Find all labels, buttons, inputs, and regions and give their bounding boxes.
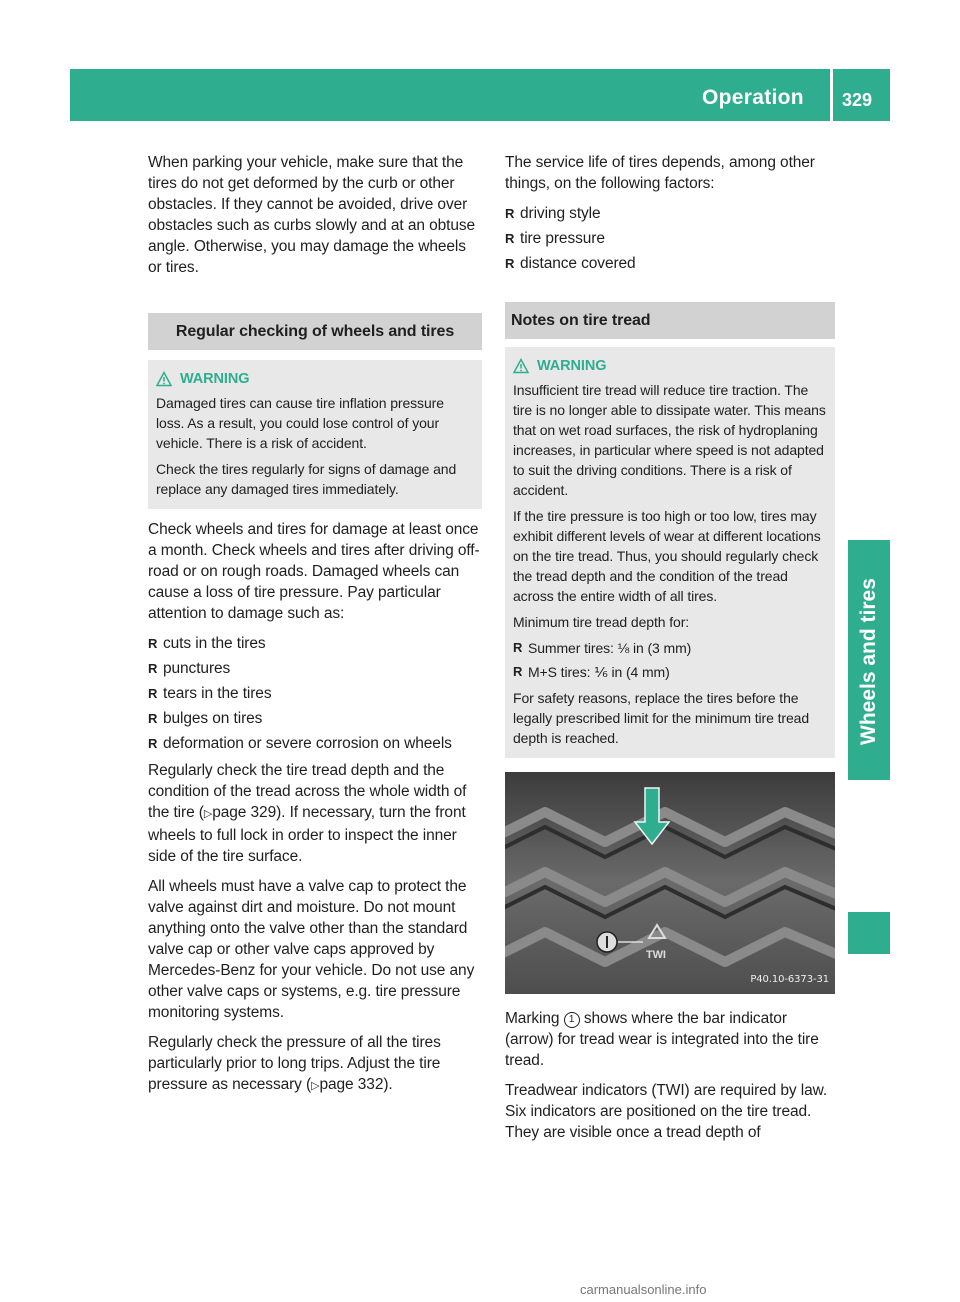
warning-text: For safety reasons, replace the tires before the legally prescribed limit for the minimum tire tread depth is reached. [513, 690, 810, 746]
warning-box [148, 360, 482, 509]
marking-paragraph: Marking 1 shows where the bar indicator (arrow) for tread wear is integrated into the tire tread. [505, 1010, 819, 1069]
list-item: R cuts in the tires [148, 633, 482, 654]
warning-title: WARNING [537, 358, 607, 374]
warning-header [513, 356, 827, 376]
header-divider [830, 69, 833, 121]
check-paragraph: Check wheels and tires for damage at least once a month. Check wheels and tires after driving off-road or on rough roads. Damaged wheels can cause a loss of tire pressure. Pay particular attention to damage such as: [148, 521, 480, 622]
list-item: R tire pressure [505, 228, 835, 249]
section-title: Operation [702, 86, 804, 109]
page-link[interactable]: page 329 [212, 804, 277, 821]
valve-paragraph: All wheels must have a valve cap to protect the valve against dirt and moisture. Do not mount anything onto the valve other than the standard valve cap or other valve caps approved by Mercedes-Benz for your vehicle. Do not use any other valve caps or systems, e.g. tire pressure monitoring systems. [148, 878, 475, 1021]
twi-label: TWI [646, 949, 666, 961]
page-ref-arrow-icon: ▷ [311, 1080, 320, 1092]
list-item: R tears in the tires [148, 683, 482, 704]
callout-1-icon: 1 [564, 1012, 580, 1028]
tread-depth-list [513, 638, 827, 682]
service-life-paragraph: The service life of tires depends, among other things, on the following factors: [505, 154, 815, 192]
page-number: 329 [842, 90, 873, 110]
warning-text: Minimum tire tread depth for: [513, 614, 690, 630]
chapter-tab-label: Wheels and tires [857, 578, 880, 745]
warning-text: If the tire pressure is too high or too low, tires may exhibit different levels of wear at different locations on the tire tread. Thus, you should regularly check the tread depth and the condition of the tread across the entire width of all tires. [513, 508, 821, 604]
factor-list [505, 203, 835, 274]
list-item: R deformation or severe corrosion on wheels [148, 733, 482, 754]
list-item: R bulges on tires [148, 708, 482, 729]
warning-header [156, 369, 474, 389]
right-column [505, 152, 835, 1152]
warning-title: WARNING [180, 371, 250, 387]
warning-triangle-icon [513, 358, 529, 374]
list-item: R Summer tires: ⅛ in (3 mm) [513, 638, 827, 658]
twi-paragraph: Treadwear indicators (TWI) are required by law. Six indicators are positioned on the tire tread. They are visible once a tread depth of [505, 1082, 828, 1141]
watermark: carmanualsonline.info [580, 1282, 707, 1297]
section-heading-tread: Notes on tire tread [505, 302, 835, 339]
list-item: R distance covered [505, 253, 835, 274]
page-ref-arrow-icon: ▷ [203, 808, 213, 820]
tread-check-paragraph: Regularly check the tire tread depth and the condition of the tread across the whole width of the tire (▷page 329). If necessary, turn the front wheels to full lock in order to inspect the inner side of the tire surface. [148, 762, 467, 865]
list-item: R M+S tires: ⅙ in (4 mm) [513, 662, 827, 682]
warning-text: Check the tires regularly for signs of damage and replace any damaged tires immediately. [156, 461, 457, 497]
tire-tread-figure [505, 772, 835, 994]
list-item: R punctures [148, 658, 482, 679]
pressure-paragraph: Regularly check the pressure of all the tires particularly prior to long trips. Adjust the tire pressure as necessary (▷page 332). [148, 1034, 441, 1093]
warning-box [505, 347, 835, 758]
parking-paragraph: When parking your vehicle, make sure that the tires do not get deformed by the curb or other obstacles. If they cannot be avoided, drive over obstacles such as curbs slowly and at an obtuse angle. Otherwise, you may damage the wheels or tires. [148, 154, 476, 276]
chapter-marker [848, 912, 890, 954]
warning-text: Damaged tires can cause tire inflation pressure loss. As a result, you could lose control of your vehicle. There is a risk of accident. [156, 395, 444, 451]
damage-list [148, 633, 482, 754]
figure-code: P40.10-6373-31 [750, 974, 829, 985]
left-column [148, 152, 482, 1106]
warning-triangle-icon [156, 371, 172, 387]
list-item: R driving style [505, 203, 835, 224]
page-link[interactable]: page 332 [319, 1076, 384, 1093]
warning-text: Insufficient tire tread will reduce tire traction. The tire is no longer able to dissipate water. This means that on wet road surfaces, the risk of hydroplaning increases, in particular where speed is not adapted to suit the driving conditions. There is a risk of accident. [513, 382, 826, 498]
tire-tread-illustration [505, 772, 835, 994]
section-heading-checking: Regular checking of wheels and tires [148, 313, 482, 350]
